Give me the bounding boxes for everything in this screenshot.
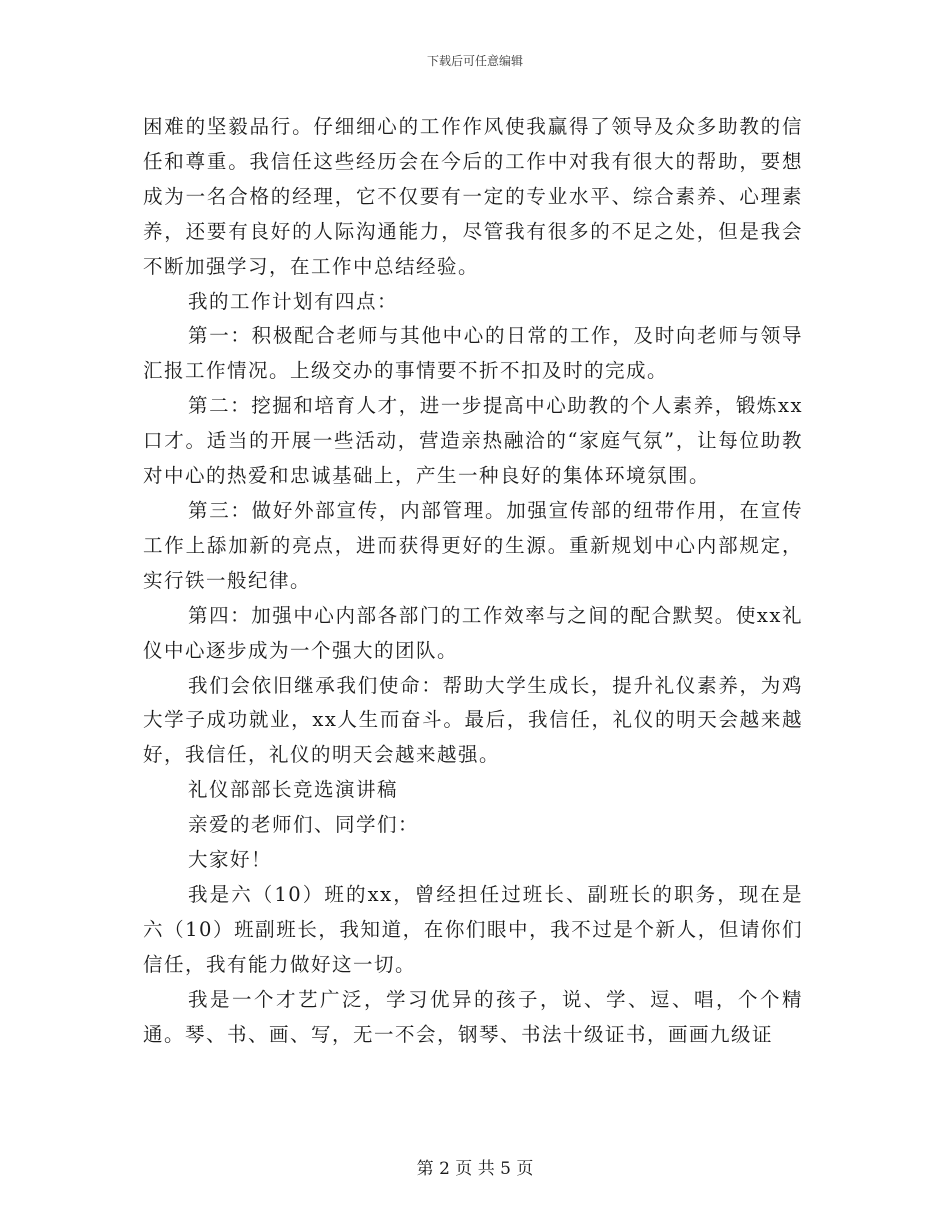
paragraph-11: 我是六（10）班的xx，曾经担任过班长、副班长的职务，现在是六（10）班副班长，我知道，在你们眼中，我不过是个新人，但请你们信任，我有能力做好这一切。: [143, 882, 803, 976]
paragraph-6: 第四：加强中心内部各部门的工作效率与之间的配合默契。使xx礼仪中心逐步成为一个强大的团队。: [143, 603, 803, 662]
paragraph-3: 第一：积极配合老师与其他中心的日常的工作，及时向老师与领导汇报工作情况。上级交办的事情要不折不扣及时的完成。: [143, 324, 803, 383]
paragraph-7: 我们会依旧继承我们使命：帮助大学生成长，提升礼仪素养，为鸡大学子成功就业，xx人生而奋斗。最后，我信任，礼仪的明天会越来越好，我信任，礼仪的明天会越来越强。: [143, 673, 803, 767]
page-header: 下载后可任意编辑: [426, 54, 523, 68]
paragraph-5: 第三：做好外部宣传，内部管理。加强宣传部的纽带作用，在宣传工作上舔加新的亮点，进而获得更好的生源。重新规划中心内部规定，实行铁一般纪律。: [143, 498, 803, 592]
paragraph-4: 第二：挖掘和培育人才，进一步提高中心助教的个人素养，锻炼xx口才。适当的开展一些活动，营造亲热融洽的“家庭气氛”，让每位助教对中心的热爱和忠诚基础上，产生一种良好的集体环境氛围。: [143, 394, 803, 488]
greeting: 大家好！: [188, 848, 273, 872]
page-footer: 第 2 页 共 5 页: [416, 1159, 534, 1179]
salutation: 亲爱的老师们、同学们：: [188, 813, 420, 837]
paragraph-12: 我是一个才艺广泛，学习优异的孩子，说、学、逗、唱，个个精通。琴、书、画、写，无一不会，钢琴、书法十级证书，画画九级证: [143, 987, 803, 1046]
document-body: [143, 110, 803, 1052]
paragraph-2: 我的工作计划有四点：: [188, 289, 399, 313]
paragraph-1: 困难的坚毅品行。仔细细心的工作作风使我赢得了领导及众多助教的信任和尊重。我信任这些经历会在今后的工作中对我有很大的帮助，要想成为一名合格的经理，它不仅要有一定的专业水平、综合素养、心理素养，还要有良好的人际沟通能力，尽管我有很多的不足之处，但是我会不断加强学习，在工作中总结经验。: [143, 115, 803, 278]
speech-title: 礼仪部部长竞选演讲稿: [188, 778, 399, 802]
